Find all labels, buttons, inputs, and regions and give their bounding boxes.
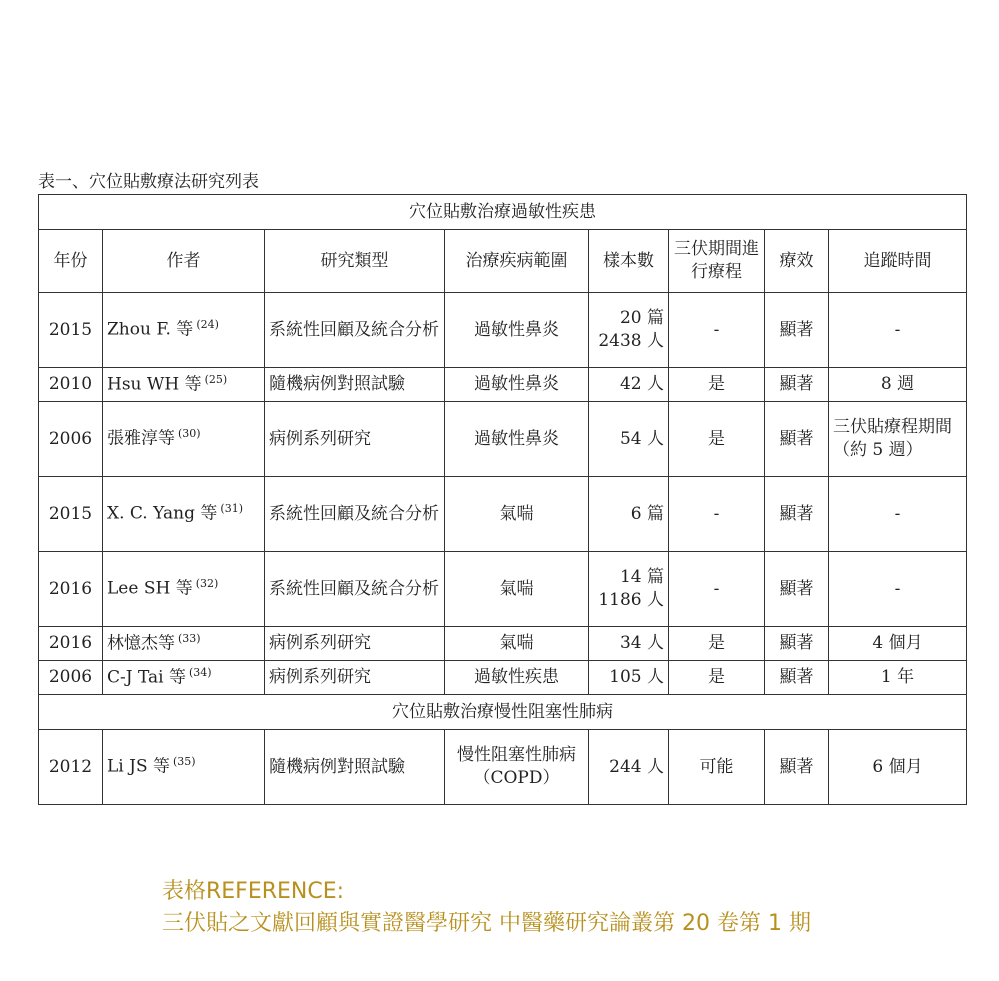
header-row	[39, 230, 967, 293]
follow-up-cell: 6 個月	[829, 730, 967, 805]
year-cell: 2010	[39, 368, 103, 402]
year-cell: 2006	[39, 661, 103, 695]
sample-cell	[589, 477, 669, 552]
table-row	[39, 368, 967, 402]
follow-up-cell: 三伏貼療程期間（約 5 週）	[829, 402, 967, 477]
author-name: Li JS 等	[107, 756, 170, 777]
author-name: C-J Tai 等	[107, 667, 186, 688]
follow-up-cell: 4 個月	[829, 627, 967, 661]
author-name: X. C. Yang 等	[107, 503, 218, 524]
study-type-cell: 系統性回顧及統合分析	[265, 552, 445, 627]
follow-up-cell: -	[829, 293, 967, 368]
effect-cell: 顯著	[765, 661, 829, 695]
year-cell: 2015	[39, 293, 103, 368]
disease-cell: 過敏性鼻炎	[445, 368, 589, 402]
year-cell: 2006	[39, 402, 103, 477]
disease-cell: 氣喘	[445, 627, 589, 661]
study-type-cell: 病例系列研究	[265, 402, 445, 477]
section-row	[39, 695, 967, 730]
year-cell: 2016	[39, 627, 103, 661]
citation-ref: (33)	[178, 631, 201, 645]
year-cell: 2015	[39, 477, 103, 552]
year-cell: 2012	[39, 730, 103, 805]
study-type-cell: 隨機病例對照試驗	[265, 368, 445, 402]
table-row	[39, 627, 967, 661]
effect-cell: 顯著	[765, 368, 829, 402]
sample-cell	[589, 730, 669, 805]
reference-text: 三伏貼之文獻回顧與實證醫學研究 中醫藥研究論叢第 20 卷第 1 期	[162, 911, 811, 936]
author-cell	[103, 552, 265, 627]
author-cell	[103, 730, 265, 805]
sample-count-2: 2438 人	[598, 331, 664, 351]
sample-count: 42 人	[619, 374, 664, 395]
sanfu-cell: -	[669, 477, 765, 552]
table-row	[39, 293, 967, 368]
author-name: Hsu WH 等	[107, 374, 202, 395]
study-type-cell: 系統性回顧及統合分析	[265, 293, 445, 368]
study-table	[38, 194, 967, 805]
sanfu-cell: 是	[669, 402, 765, 477]
section-title: 穴位貼敷治療過敏性疾患	[39, 195, 967, 230]
sanfu-cell: 可能	[669, 730, 765, 805]
column-header: 年份	[39, 230, 103, 293]
column-header: 研究類型	[265, 230, 445, 293]
author-name: 張雅淳等	[107, 428, 175, 449]
citation-ref: (24)	[196, 318, 219, 332]
sample-count: 105 人	[609, 667, 664, 688]
table-row	[39, 661, 967, 695]
table-row	[39, 402, 967, 477]
author-cell	[103, 477, 265, 552]
sample-count-2: 1186 人	[598, 590, 664, 610]
author-cell	[103, 627, 265, 661]
disease-cell: 氣喘	[445, 477, 589, 552]
year-cell: 2016	[39, 552, 103, 627]
table-row	[39, 552, 967, 627]
column-header: 療效	[765, 230, 829, 293]
reference-label: 表格REFERENCE:	[162, 879, 345, 904]
sanfu-cell: 是	[669, 661, 765, 695]
citation-ref: (25)	[204, 372, 228, 386]
disease-cell: 過敏性鼻炎	[445, 402, 589, 477]
follow-up-cell: -	[829, 552, 967, 627]
column-header: 治療疾病範圍	[445, 230, 589, 293]
study-type-cell: 隨機病例對照試驗	[265, 730, 445, 805]
reference-note	[162, 876, 811, 940]
study-type-cell: 病例系列研究	[265, 661, 445, 695]
sample-cell	[589, 661, 669, 695]
sample-cell	[589, 402, 669, 477]
follow-up-cell: 8 週	[829, 368, 967, 402]
citation-ref: (30)	[178, 427, 201, 441]
author-cell	[103, 293, 265, 368]
follow-up-cell: -	[829, 477, 967, 552]
table-row	[39, 477, 967, 552]
sample-count: 34 人	[619, 633, 664, 654]
author-name: 林憶杰等	[107, 633, 175, 654]
citation-ref: (35)	[173, 755, 196, 769]
sample-count: 14 篇	[619, 567, 664, 588]
sanfu-cell: -	[669, 552, 765, 627]
disease-cell: 慢性阻塞性肺病（COPD）	[445, 730, 589, 805]
sample-count: 20 篇	[619, 308, 664, 329]
effect-cell: 顯著	[765, 293, 829, 368]
sample-count: 54 人	[619, 428, 664, 449]
effect-cell: 顯著	[765, 627, 829, 661]
section-title: 穴位貼敷治療慢性阻塞性肺病	[39, 695, 967, 730]
effect-cell: 顯著	[765, 402, 829, 477]
column-header: 追蹤時間	[829, 230, 967, 293]
citation-ref: (31)	[220, 502, 243, 516]
effect-cell: 顯著	[765, 730, 829, 805]
sanfu-cell: 是	[669, 368, 765, 402]
author-cell	[103, 661, 265, 695]
author-name: Lee SH 等	[107, 578, 193, 599]
sample-cell	[589, 293, 669, 368]
follow-up-cell: 1 年	[829, 661, 967, 695]
disease-cell: 過敏性鼻炎	[445, 293, 589, 368]
disease-cell: 過敏性疾患	[445, 661, 589, 695]
sample-count: 244 人	[609, 756, 664, 777]
study-type-cell: 系統性回顧及統合分析	[265, 477, 445, 552]
citation-ref: (34)	[188, 665, 212, 679]
disease-cell: 氣喘	[445, 552, 589, 627]
author-name: Zhou F. 等	[107, 319, 194, 340]
sample-count: 6 篇	[630, 503, 664, 524]
sample-cell	[589, 552, 669, 627]
column-header: 樣本數	[589, 230, 669, 293]
table-row	[39, 730, 967, 805]
author-cell	[103, 368, 265, 402]
author-cell	[103, 402, 265, 477]
effect-cell: 顯著	[765, 477, 829, 552]
section-row	[39, 195, 967, 230]
citation-ref: (32)	[195, 577, 219, 591]
table-caption: 表一、穴位貼敷療法研究列表	[38, 172, 259, 192]
sample-cell	[589, 368, 669, 402]
column-header: 三伏期間進行療程	[669, 230, 765, 293]
effect-cell: 顯著	[765, 552, 829, 627]
sanfu-cell: -	[669, 293, 765, 368]
sanfu-cell: 是	[669, 627, 765, 661]
study-type-cell: 病例系列研究	[265, 627, 445, 661]
column-header: 作者	[103, 230, 265, 293]
sample-cell	[589, 627, 669, 661]
